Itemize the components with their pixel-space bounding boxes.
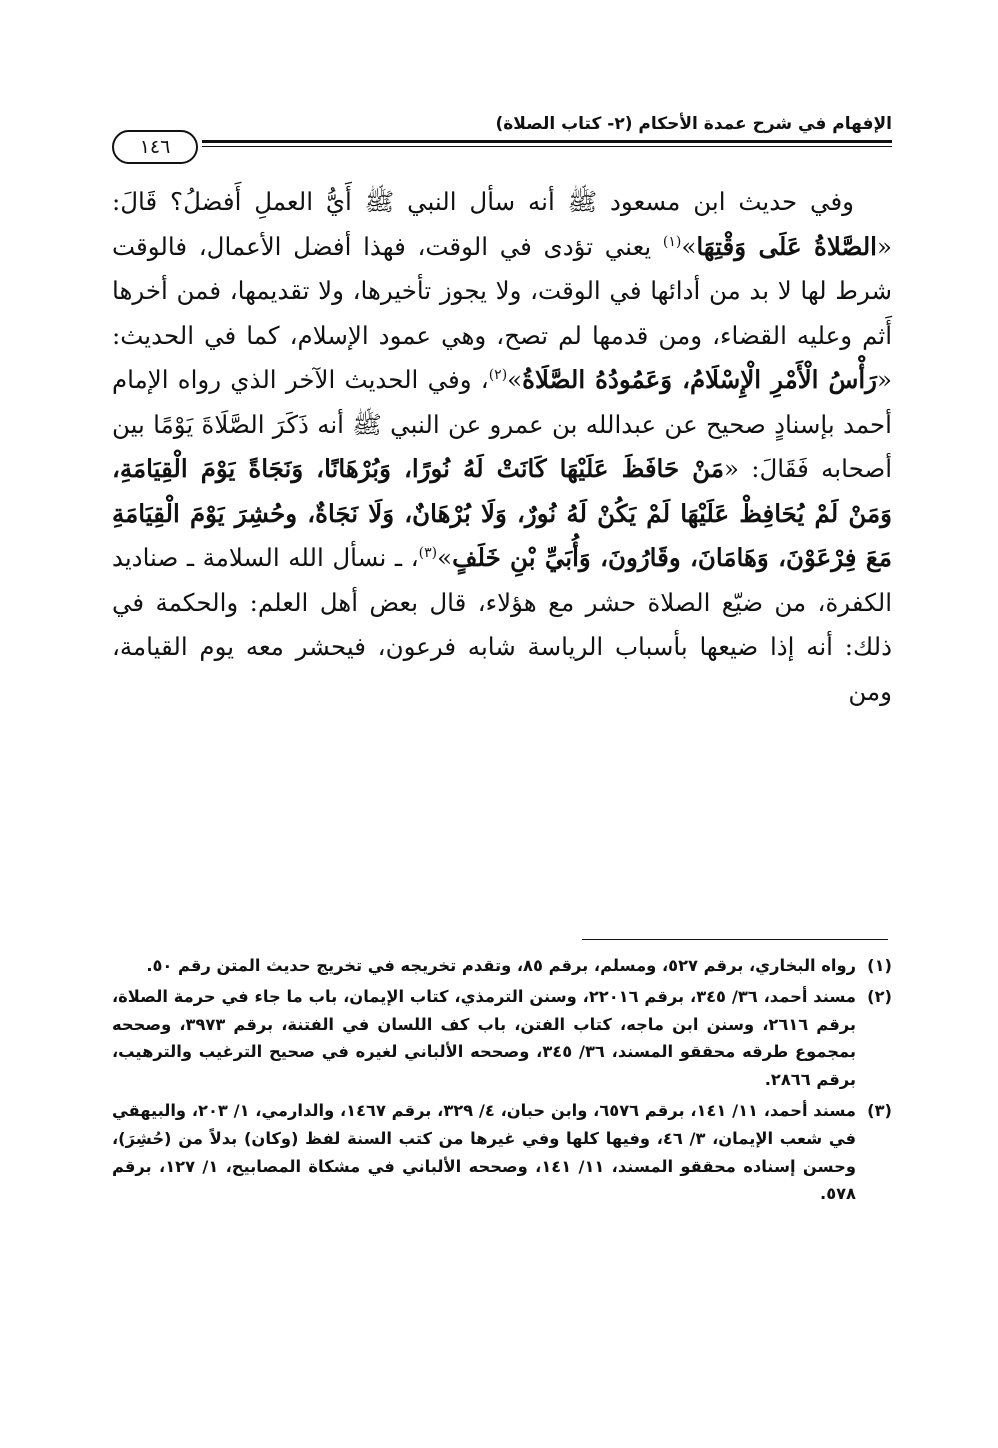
footnote-text: رواه البخاري، برقم ٥٢٧، ومسلم، برقم ٨٥، وتقدم تخريجه في تخريج حديث المتن رقم ٥٠. xyxy=(146,956,856,975)
quote-close: » xyxy=(681,231,697,261)
footnote-number: (٢) xyxy=(867,986,892,1006)
text-segment: وفي حديث ابن مسعود ﷺ أنه سأل النبي ﷺ أَيُّ العملِ أَفضلُ؟ قَالَ: « xyxy=(112,187,892,261)
page-number-badge: ١٤٦ xyxy=(112,130,198,164)
text-segment: يعني تؤدى في الوقت، فهذا أفضل الأعمال، فالوقت شرط لها لا بد من أدائها في الوقت، ولا يجوز تأخيرها، ولا تقديمها، فمن أخرها أَثم وعليه القضاء، ومن قدمها لم تصح، وهي عمود الإسلام، كما في الحديث: « xyxy=(112,231,893,394)
footnote-text: مسند أحمد، ٣٦/ ٣٤٥، برقم ٢٢٠١٦، وسنن الترمذي، كتاب الإيمان، باب ما جاء في حرمة الصلاة، برقم ٢٦١٦، وسنن ابن ماجه، كتاب الفتن، باب كف اللسان في الفتنة، برقم ٣٩٧٣، وصححه بمجموع طرقه محققو المسند، ٣٦/ ٣٤٥، وصححه الألباني لغيره في صحيح الترغيب والترهيب، برقم ٢٨٦٦. xyxy=(112,986,857,1090)
footnote-ref: (٣) xyxy=(418,544,438,561)
hadith-quote: رَأْسُ الْأَمْرِ الْإِسْلَامُ، وَعَمُودُهُ الصَّلَاةُ xyxy=(522,365,878,394)
footnote xyxy=(112,952,892,980)
hadith-quote: الصَّلاةُ عَلَى وَقْتِهَا xyxy=(696,231,877,261)
footnote-ref: (٢) xyxy=(488,366,508,383)
hadith-quote: مَنْ حَافَظَ عَلَيْهَا كَانَتْ لَهُ نُورًا، وَبُرْهَانًا، وَنَجَاةً يَوْمَ الْقِيَامَةِ، وَمَنْ لَمْ يُحَافِظْ عَلَيْهَا لَمْ يَكُنْ لَهُ نُورٌ، وَلَا بُرْهَانٌ، وَلَا نَجَاةٌ، وحُشِرَ يَوْمَ الْقِيَامَةِ مَعَ فِرْعَوْنَ، وَهَامَانَ، وقَارُونَ، وَأُبَيِّ بْنِ خَلَفٍ xyxy=(112,454,892,572)
header-rule-thin xyxy=(202,146,892,147)
footnote-separator xyxy=(582,939,888,940)
footnote-ref: (١) xyxy=(662,233,682,250)
header-rule-thick xyxy=(202,140,892,143)
footnote xyxy=(112,1097,892,1208)
footnote-number: (٣) xyxy=(867,1100,892,1120)
main-paragraph xyxy=(112,180,892,714)
footnote xyxy=(112,983,892,1094)
footnote-number: (١) xyxy=(867,956,892,975)
running-header xyxy=(112,110,892,170)
main-text xyxy=(112,180,892,714)
text-segment: ، وفي الحديث الآخر الذي رواه الإمام أحمد بإسنادٍ صحيح عن عبدالله بن عمرو عن النبي ﷺ أنه ذَكَرَ الصَّلَاةَ يَوْمًا بين أصحابه فَقَالَ: « xyxy=(112,365,893,483)
footnotes xyxy=(112,952,892,1211)
quote-close: » xyxy=(437,543,453,572)
running-header-title: الإفهام في شرح عمدة الأحكام (٢- كتاب الصلاة) xyxy=(495,114,892,134)
quote-close: » xyxy=(507,365,523,394)
footnote-text: مسند أحمد، ١١/ ١٤١، برقم ٦٥٧٦، وابن حبان، ٤/ ٣٢٩، برقم ١٤٦٧، والدارمي، ١/ ٢٠٣، والبيهقي في شعب الإيمان، ٣/ ٤٦، وفيها كلها وفي غيرها من كتب السنة لفظ (وكان) بدلاً من (حُشِرَ)، وحسن إسناده محققو المسند، ١١/ ١٤١، وصححه الألباني في مشكاة المصابيح، ١/ ١٢٧، برقم ٥٧٨. xyxy=(112,1100,857,1204)
text-segment: ، ـ نسأل الله السلامة ـ صناديد الكفرة، من ضيّع الصلاة حشر مع هؤلاء، قال بعض أهل العلم: والحكمة في ذلك: أنه إذا ضيعها بأسباب الرياسة شابه فرعون، فيحشر معه يوم القيامة، ومن xyxy=(112,543,892,706)
